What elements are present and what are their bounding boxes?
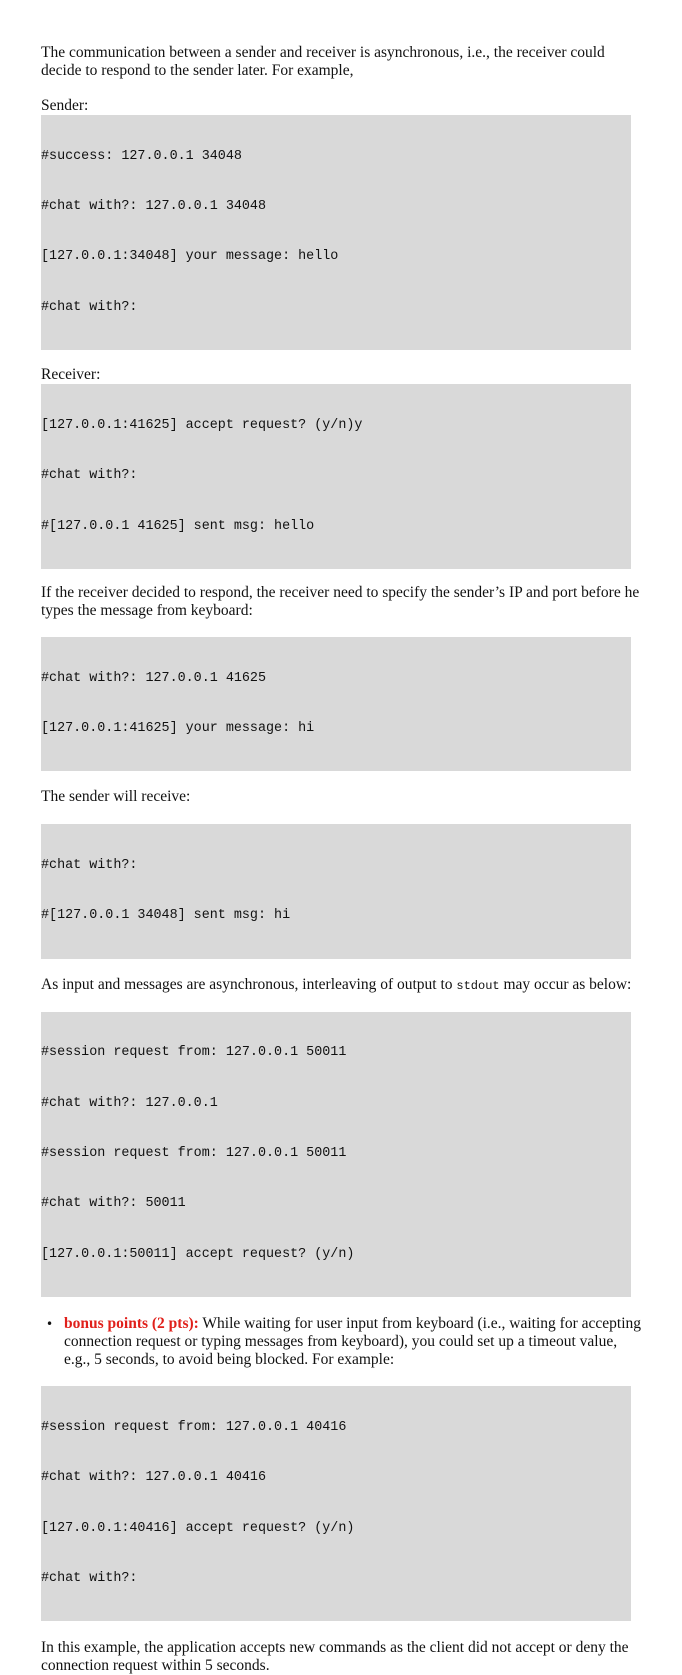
respond-code-block xyxy=(41,637,631,771)
interleave-text-after: may occur as below: xyxy=(499,975,632,993)
code-line: #success: 127.0.0.1 34048 xyxy=(41,148,242,164)
code-line: #chat with?: 127.0.0.1 40416 xyxy=(41,1470,266,1486)
document-page xyxy=(41,44,641,1675)
code-line: #chat with?: xyxy=(41,857,138,873)
code-line: #chat with?: 127.0.0.1 34048 xyxy=(41,198,266,214)
bonus-title: bonus points (2 pts): xyxy=(64,1315,199,1333)
interleave-code-block xyxy=(41,1012,631,1298)
code-line: #session request from: 127.0.0.1 50011 xyxy=(41,1146,347,1162)
code-line: [127.0.0.1:40416] accept request? (y/n) xyxy=(41,1520,355,1536)
code-line: #[127.0.0.1 41625] sent msg: hello xyxy=(41,518,315,534)
respond-paragraph: If the receiver decided to respond, the receiver need to specify the sender’s IP and port before he types the message from keyboard: xyxy=(41,583,640,619)
code-line: #session request from: 127.0.0.1 40416 xyxy=(41,1419,347,1435)
receiver-label: Receiver: xyxy=(41,366,101,384)
code-line: [127.0.0.1:41625] your message: hi xyxy=(41,720,315,736)
sender-receive-paragraph: The sender will receive: xyxy=(41,788,191,806)
code-line: [127.0.0.1:50011] accept request? (y/n) xyxy=(41,1246,355,1262)
bullet-icon: • xyxy=(46,1317,54,1332)
code-line: #chat with?: xyxy=(41,1570,138,1586)
code-line: #session request from: 127.0.0.1 50011 xyxy=(41,1045,347,1061)
bonus-list-item xyxy=(41,1315,641,1369)
sender-receive-code-block xyxy=(41,824,631,958)
stdout-inline-code: stdout xyxy=(456,978,500,993)
receiver-code-block xyxy=(41,384,631,569)
interleave-text-before: As input and messages are asynchronous, interleaving of output to xyxy=(41,975,457,993)
sender-code-block xyxy=(41,115,631,350)
code-line: #chat with?: xyxy=(41,468,138,484)
code-line: [127.0.0.1:34048] your message: hello xyxy=(41,249,339,265)
sender-label: Sender: xyxy=(41,97,89,114)
interleave-paragraph xyxy=(41,976,641,995)
code-line: #chat with?: xyxy=(41,299,138,315)
timeout-code-block xyxy=(41,1386,631,1621)
code-line: #chat with?: 50011 xyxy=(41,1196,186,1212)
code-line: #chat with?: 127.0.0.1 41625 xyxy=(41,670,266,686)
code-line: #[127.0.0.1 34048] sent msg: hi xyxy=(41,908,291,924)
bonus-paragraph xyxy=(64,1315,641,1369)
closing-paragraph: In this example, the application accepts new commands as the client did not accept or deny the connection request within 5 seconds. xyxy=(41,1639,629,1675)
code-line: [127.0.0.1:41625] accept request? (y/n)y xyxy=(41,417,363,433)
bonus-text: While waiting for user input from keyboard (i.e., waiting for accepting connection request or typing messages from keyboard), you could set up a timeout value, e.g., 5 seconds, to avoid being blocked. For example: xyxy=(64,1315,642,1369)
code-line: #chat with?: 127.0.0.1 xyxy=(41,1095,218,1111)
intro-paragraph: The communication between a sender and receiver is asynchronous, i.e., the receiver could decide to respond to the sender later. For example, xyxy=(41,44,605,79)
